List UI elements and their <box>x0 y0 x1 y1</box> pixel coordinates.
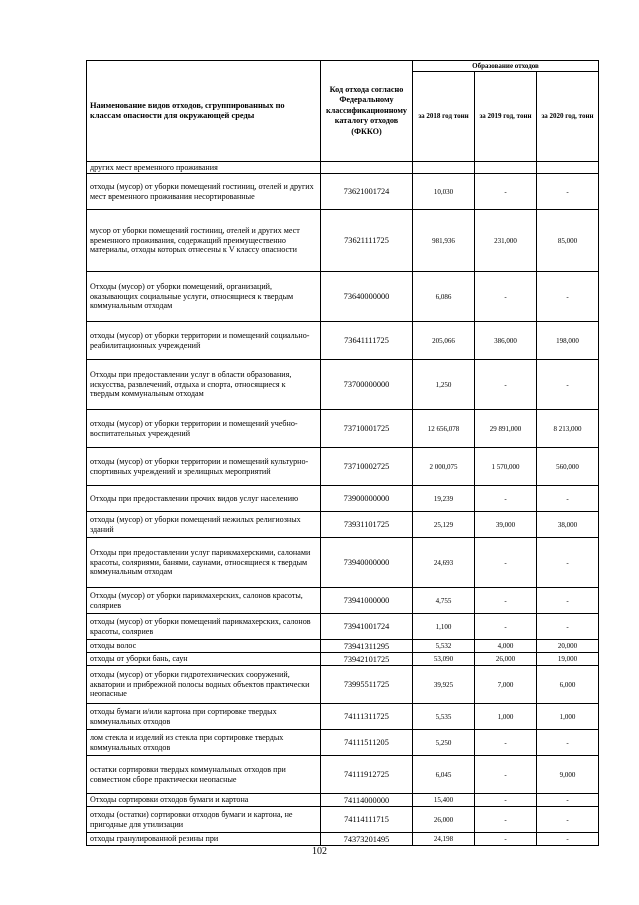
table-row <box>87 210 599 272</box>
fkko-code-cell: 73700000000 <box>321 360 413 410</box>
value-2020-cell: 560,000 <box>537 448 599 486</box>
value-2020-cell: 20,000 <box>537 640 599 653</box>
value-2019-cell: 26,000 <box>475 653 537 666</box>
value-2020-cell: - <box>537 486 599 512</box>
header-waste-generation: Образование отходов <box>413 61 599 72</box>
header-year-2019: за 2019 год, тонн <box>475 72 537 162</box>
value-2018-cell: 39,925 <box>413 666 475 704</box>
value-2018-cell: 15,400 <box>413 794 475 807</box>
value-2020-cell: - <box>537 794 599 807</box>
waste-name-cell: отходы (остатки) сортировки отходов бумаги и картона, не пригодные для утилизации <box>87 807 321 833</box>
table-row <box>87 588 599 614</box>
page-number: 102 <box>312 846 327 857</box>
fkko-code-cell: 73710002725 <box>321 448 413 486</box>
table-row <box>87 794 599 807</box>
fkko-code-cell: 74114000000 <box>321 794 413 807</box>
waste-name-cell: Отходы (мусор) от уборки парикмахерских, салонов красоты, соляриев <box>87 588 321 614</box>
fkko-code-cell: 73941311295 <box>321 640 413 653</box>
value-2019-cell <box>475 162 537 174</box>
value-2018-cell: 6,086 <box>413 272 475 322</box>
table-row <box>87 640 599 653</box>
fkko-code-cell <box>321 162 413 174</box>
value-2020-cell: - <box>537 360 599 410</box>
waste-name-cell: Отходы при предоставлении услуг в области образования, искусства, развлечений, отдыха и спорта, относящиеся к твердым коммунальным отходам <box>87 360 321 410</box>
waste-name-cell: мусор от уборки помещений гостиниц, отелей и других мест временного проживания, содержащий преимущественно материалы, отходы которых отнесены к V классу опасности <box>87 210 321 272</box>
value-2019-cell: 1 570,000 <box>475 448 537 486</box>
table-row <box>87 448 599 486</box>
waste-name-cell: отходы от уборки бань, саун <box>87 653 321 666</box>
value-2018-cell: 19,239 <box>413 486 475 512</box>
value-2019-cell: - <box>475 614 537 640</box>
waste-name-cell: Отходы при предоставлении прочих видов услуг населению <box>87 486 321 512</box>
value-2020-cell: 1,000 <box>537 704 599 730</box>
header-waste-name: Наименование видов отходов, сгруппированных по классам опасности для окружающей среды <box>87 61 321 162</box>
table-row <box>87 756 599 794</box>
value-2018-cell: 25,129 <box>413 512 475 538</box>
waste-name-cell: отходы (мусор) от уборки гидротехнических сооружений, акватории и прибрежной полосы водных объектов практически неопасные <box>87 666 321 704</box>
value-2018-cell: 981,936 <box>413 210 475 272</box>
value-2019-cell: - <box>475 360 537 410</box>
value-2018-cell: 24,693 <box>413 538 475 588</box>
value-2019-cell: - <box>475 174 537 210</box>
value-2019-cell: 29 891,000 <box>475 410 537 448</box>
header-year-2018: за 2018 год тонн <box>413 72 475 162</box>
table-row <box>87 833 599 846</box>
value-2018-cell: 5,250 <box>413 730 475 756</box>
value-2019-cell: - <box>475 588 537 614</box>
value-2019-cell: - <box>475 538 537 588</box>
value-2020-cell: - <box>537 807 599 833</box>
value-2018-cell <box>413 162 475 174</box>
table-header <box>87 61 599 162</box>
waste-name-cell: отходы гранулированной резины при <box>87 833 321 846</box>
waste-name-cell: отходы (мусор) от уборки территории и помещений социально- реабилитационных учреждений <box>87 322 321 360</box>
value-2020-cell: - <box>537 588 599 614</box>
value-2020-cell: 8 213,000 <box>537 410 599 448</box>
value-2018-cell: 4,755 <box>413 588 475 614</box>
value-2020-cell: - <box>537 272 599 322</box>
value-2018-cell: 205,066 <box>413 322 475 360</box>
fkko-code-cell: 74114111715 <box>321 807 413 833</box>
value-2018-cell: 53,090 <box>413 653 475 666</box>
value-2018-cell: 5,532 <box>413 640 475 653</box>
value-2018-cell: 12 656,078 <box>413 410 475 448</box>
waste-name-cell: отходы (мусор) от уборки помещений нежилых религиозных зданий <box>87 512 321 538</box>
table-row <box>87 486 599 512</box>
table-row <box>87 322 599 360</box>
value-2020-cell: - <box>537 538 599 588</box>
waste-name-cell: отходы (мусор) от уборки помещений гостиниц, отелей и других мест временного проживания несортированные <box>87 174 321 210</box>
value-2019-cell: 231,000 <box>475 210 537 272</box>
waste-name-cell: Отходы сортировки отходов бумаги и картона <box>87 794 321 807</box>
value-2019-cell: - <box>475 486 537 512</box>
value-2020-cell: 9,000 <box>537 756 599 794</box>
fkko-code-cell: 73621111725 <box>321 210 413 272</box>
fkko-code-cell: 74111311725 <box>321 704 413 730</box>
value-2018-cell: 10,030 <box>413 174 475 210</box>
waste-name-cell: лом стекла и изделий из стекла при сортировке твердых коммунальных отходов <box>87 730 321 756</box>
fkko-code-cell: 74373201495 <box>321 833 413 846</box>
fkko-code-cell: 73900000000 <box>321 486 413 512</box>
value-2019-cell: - <box>475 730 537 756</box>
table-row <box>87 653 599 666</box>
header-year-2020: за 2020 год, тонн <box>537 72 599 162</box>
value-2018-cell: 26,000 <box>413 807 475 833</box>
value-2020-cell: 6,000 <box>537 666 599 704</box>
table-row <box>87 360 599 410</box>
value-2018-cell: 24,198 <box>413 833 475 846</box>
fkko-code-cell: 73995511725 <box>321 666 413 704</box>
fkko-code-cell: 74111912725 <box>321 756 413 794</box>
waste-name-cell: отходы (мусор) от уборки территории и помещений учебно-воспитательных учреждений <box>87 410 321 448</box>
value-2019-cell: - <box>475 272 537 322</box>
waste-name-cell: остатки сортировки твердых коммунальных отходов при совместном сборе практически неопасные <box>87 756 321 794</box>
value-2020-cell: - <box>537 614 599 640</box>
value-2020-cell: 198,000 <box>537 322 599 360</box>
waste-name-cell: отходы (мусор) от уборки помещений парикмахерских, салонов красоты, соляриев <box>87 614 321 640</box>
value-2019-cell: - <box>475 833 537 846</box>
value-2020-cell: - <box>537 833 599 846</box>
value-2018-cell: 1,100 <box>413 614 475 640</box>
table-row <box>87 807 599 833</box>
waste-name-cell: Отходы (мусор) от уборки помещений, организаций, оказывающих социальные услуги, относящиеся к твердым коммунальным отходам <box>87 272 321 322</box>
fkko-code-cell: 73941000000 <box>321 588 413 614</box>
waste-name-cell: отходы (мусор) от уборки территории и помещений культурно-спортивных учреждений и зрелищных мероприятий <box>87 448 321 486</box>
waste-name-cell: отходы бумаги и/или картона при сортировке твердых коммунальных отходов <box>87 704 321 730</box>
waste-name-cell: других мест временного проживания <box>87 162 321 174</box>
table-row <box>87 730 599 756</box>
value-2019-cell: 39,000 <box>475 512 537 538</box>
value-2020-cell <box>537 162 599 174</box>
table-row <box>87 174 599 210</box>
value-2020-cell: 85,000 <box>537 210 599 272</box>
table-row <box>87 410 599 448</box>
table-body <box>87 162 599 846</box>
table-row <box>87 512 599 538</box>
table-row <box>87 538 599 588</box>
table-row <box>87 614 599 640</box>
fkko-code-cell: 73640000000 <box>321 272 413 322</box>
fkko-code-cell: 73710001725 <box>321 410 413 448</box>
table-row <box>87 704 599 730</box>
value-2020-cell: 19,000 <box>537 653 599 666</box>
value-2019-cell: 4,000 <box>475 640 537 653</box>
waste-table <box>86 60 599 846</box>
waste-name-cell: отходы волос <box>87 640 321 653</box>
value-2019-cell: 7,000 <box>475 666 537 704</box>
value-2020-cell: 38,000 <box>537 512 599 538</box>
table-row <box>87 666 599 704</box>
value-2020-cell: - <box>537 174 599 210</box>
fkko-code-cell: 73641111725 <box>321 322 413 360</box>
value-2019-cell: - <box>475 807 537 833</box>
value-2018-cell: 6,045 <box>413 756 475 794</box>
table-row <box>87 272 599 322</box>
value-2019-cell: 1,000 <box>475 704 537 730</box>
value-2019-cell: 386,000 <box>475 322 537 360</box>
value-2019-cell: - <box>475 794 537 807</box>
fkko-code-cell: 73931101725 <box>321 512 413 538</box>
value-2018-cell: 1,250 <box>413 360 475 410</box>
value-2020-cell: - <box>537 730 599 756</box>
value-2018-cell: 5,535 <box>413 704 475 730</box>
fkko-code-cell: 74111511205 <box>321 730 413 756</box>
value-2019-cell: - <box>475 756 537 794</box>
fkko-code-cell: 73941001724 <box>321 614 413 640</box>
header-fkko-code: Код отхода согласно Федеральному классификационному каталогу отходов (ФККО) <box>321 61 413 162</box>
fkko-code-cell: 73621001724 <box>321 174 413 210</box>
waste-name-cell: Отходы при предоставлении услуг парикмахерскими, салонами красоты, соляриями, банями, саунами, относящиеся к твердым коммунальным отходам <box>87 538 321 588</box>
value-2018-cell: 2 000,075 <box>413 448 475 486</box>
table-row <box>87 162 599 174</box>
fkko-code-cell: 73940000000 <box>321 538 413 588</box>
fkko-code-cell: 73942101725 <box>321 653 413 666</box>
